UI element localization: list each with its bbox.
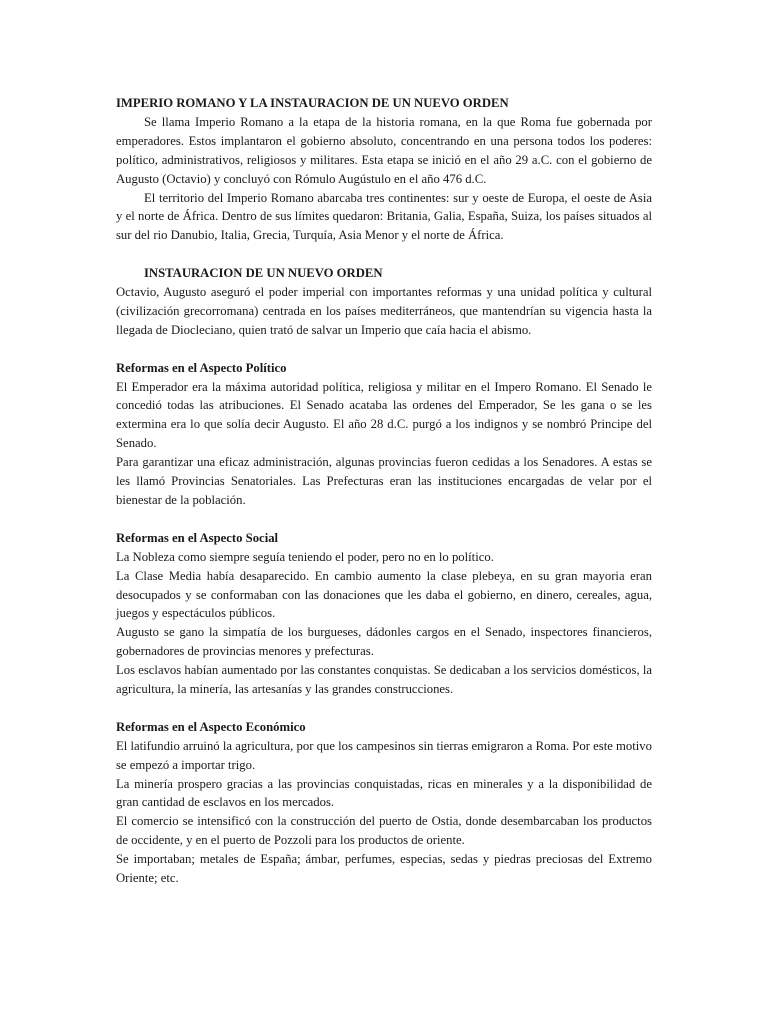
instauracion-paragraph: Octavio, Augusto aseguró el poder imperial con importantes reformas y una unidad política y cultural (civilización grecorromana) centrada en los países mediterráneos, que mantendrían su vigencia hasta la llegada de Diocleciano, quien trató de salvar un Imperio que caía hacia el abismo. — [116, 285, 652, 337]
spacer — [116, 245, 652, 264]
spacer — [116, 340, 652, 359]
section-heading-politico: Reformas en el Aspecto Político — [116, 360, 287, 375]
social-paragraph: Augusto se gano la simpatía de los burgueses, dádonles cargos en el Senado, inspectores financieros, gobernadores de provincias menores y prefecturas. — [116, 625, 652, 659]
social-paragraph: Los esclavos habían aumentado por las constantes conquistas. Se dedicaban a los servicios domésticos, la agricultura, la minería, las artesanías y las grandes construcciones. — [116, 663, 652, 697]
document-page — [116, 94, 652, 888]
economico-paragraph: La minería prospero gracias a las provincias conquistadas, ricas en minerales y a la disponibilidad de gran cantidad de esclavos en los mercados. — [116, 776, 652, 810]
economico-paragraph: Se importaban; metales de España; ámbar, perfumes, especias, sedas y piedras preciosas del Extremo Oriente; etc. — [116, 852, 652, 886]
spacer — [116, 699, 652, 718]
social-paragraph: La Nobleza como siempre seguía teniendo el poder, pero no en lo político. — [116, 549, 494, 564]
economico-paragraph: El latifundio arruinó la agricultura, por que los campesinos sin tierras emigraron a Roma. Por este motivo se empezó a importar trigo. — [116, 738, 652, 772]
section-heading-economico: Reformas en el Aspecto Económico — [116, 719, 306, 734]
section-heading-social: Reformas en el Aspecto Social — [116, 530, 279, 545]
spacer — [116, 510, 652, 529]
document-title: IMPERIO ROMANO Y LA INSTAURACION DE UN NUEVO ORDEN — [116, 96, 509, 110]
politico-paragraph: El Emperador era la máxima autoridad política, religiosa y militar en el Impero Romano. El Senado le concedió todas las atribuciones. El Senado acataba las ordenes del Emperador, Se les gana o se les extermina era lo que solía decir Augusto. El año 28 d.C. purgó a los indignos y se nombró Principe del Senado. — [116, 379, 652, 451]
social-paragraph: La Clase Media había desaparecido. En cambio aumento la clase plebeya, en su gran mayoria eran desocupados y se conformaban con las donaciones que les daba el gobierno, en dinero, cereales, agua, juegos y espectáculos públicos. — [116, 568, 652, 621]
politico-paragraph: Para garantizar una eficaz administración, algunas provincias fueron cedidas a los Senadores. A estas se les llamó Provincias Senatoriales. Las Prefecturas eran las instituciones encargadas de velar por el bienestar de la población. — [116, 455, 652, 507]
economico-paragraph: El comercio se intensificó con la construcción del puerto de Ostia, donde desembarcaban los productos de occidente, y en el puerto de Pozzoli para los productos de oriente. — [116, 814, 652, 848]
section-heading-instauracion: INSTAURACION DE UN NUEVO ORDEN — [144, 266, 383, 281]
intro-paragraph: El territorio del Imperio Romano abarcaba tres continentes: sur y oeste de Europa, el oeste de Asia y el norte de África. Dentro de sus límites quedaron: Britania, Galia, España, Suiza, los países situados al sur del rio Danubio, Italia, Grecia, Turquía, Asia Menor y el norte de África. — [116, 190, 652, 243]
intro-paragraph: Se llama Imperio Romano a la etapa de la historia romana, en la que Roma fue gobernada por emperadores. Estos implantaron el gobierno absoluto, concentrando en una persona todos los poderes: político, administrativos, religiosos y militares. Esta etapa se inició en el año 29 a.C. con el gobierno de Augusto (Octavio) y concluyó con Rómulo Augústulo en el año 476 d.C. — [116, 114, 652, 186]
